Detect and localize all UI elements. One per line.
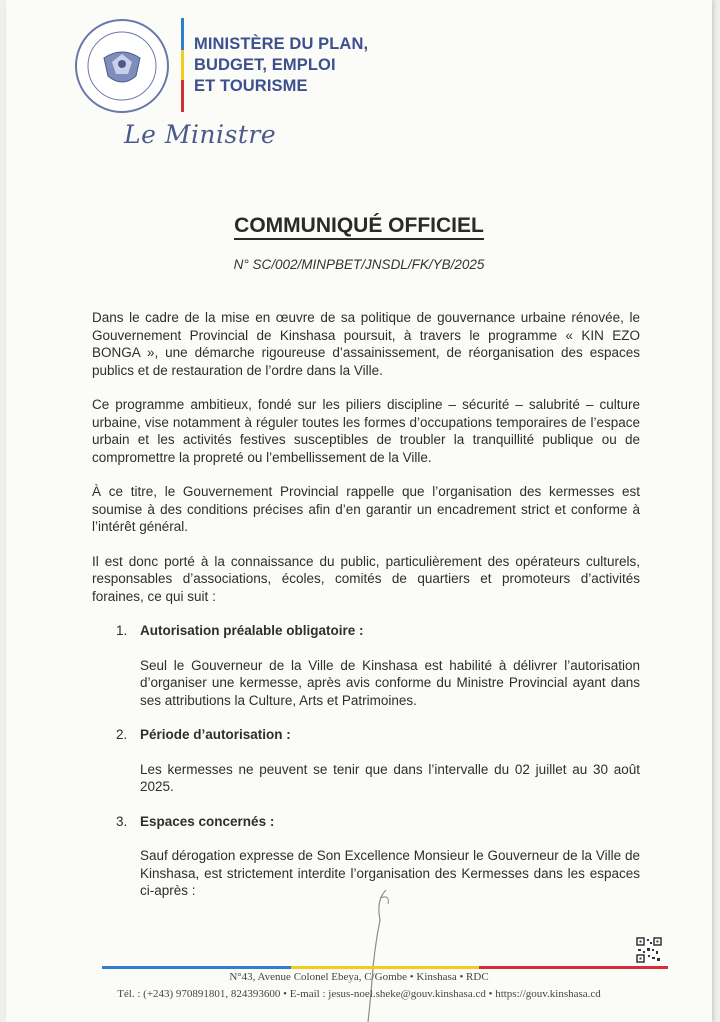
list-item: [92, 622, 640, 709]
ministry-line-2: BUDGET, EMPLOI: [194, 56, 336, 74]
paragraph: Il est donc porté à la connaissance du public, particulièrement des opérateurs culturels, responsables d’associations, écoles, comités de quartiers et promoteurs d’activités foraines, ce qui suit :: [92, 553, 640, 604]
paragraph: Dans le cadre de la mise en œuvre de sa politique de gouvernance urbaine rénovée, le Gouvernement Provincial de Kinshasa poursuit, à travers le programme « KIN EZO BONGA », une démarche rigoureuse d’assainissement, de réorganisation des espaces publics et de restauration de l’ordre dans la Ville.: [92, 310, 640, 378]
item-heading: [92, 622, 640, 640]
list-item: [92, 726, 640, 796]
item-label: Espaces concernés :: [140, 813, 275, 829]
qr-code-icon: [636, 937, 662, 963]
item-label: Autorisation préalable obligatoire :: [140, 623, 364, 638]
ministry-name: [194, 34, 368, 97]
minister-signature: Le Ministre: [124, 120, 277, 149]
title-text: COMMUNIQUÉ OFFICIEL: [234, 214, 484, 240]
item-label: Période d’autorisation :: [140, 727, 291, 742]
item-text: Seul le Gouverneur de la Ville de Kinshasa est habilité à délivrer l’autorisation d’organiser une kermesse, après avis conforme du Ministre Provincial ayant dans ses attributions la Culture, Arts et Patrimoines.: [140, 657, 640, 708]
ministry-line-1: MINISTÈRE DU PLAN,: [194, 35, 369, 53]
paragraph: Ce programme ambitieux, fondé sur les piliers discipline – sécurité – salubrité – culture urbaine, vise notamment à réguler toutes les formes d’occupations temporaires de l’espace urbain et les activités festives susceptibles de troubler la tranquillité publique ou de compromettre la propreté ou l’embellissement de la Ville.: [92, 397, 640, 465]
footer-address: N°43, Avenue Colonel Ebeya, C/Gombe • Kinshasa • RDC: [229, 971, 489, 983]
document-body: [92, 309, 640, 917]
tricolor-vertical-bar: [181, 18, 184, 112]
item-number: 3.: [116, 813, 128, 829]
footer-tricolor-bar: [102, 966, 668, 969]
item-heading: [92, 813, 640, 831]
item-number: 2.: [116, 727, 128, 742]
footer-contact: Tél. : (+243) 970891801, 824393600 • E-mail : jesus-noel.sheke@gouv.kinshasa.cd • https://gouv.kinshasa.cd: [117, 988, 601, 1000]
coat-of-arms-seal: [74, 18, 170, 114]
reference-number: N° SC/002/MINPBET/JNSDL/FK/YB/2025: [233, 257, 485, 272]
item-text: Les kermesses ne peuvent se tenir que dans l’intervalle du 02 juillet au 30 août 2025.: [140, 761, 640, 794]
item-heading: [92, 726, 640, 744]
paragraph: À ce titre, le Gouvernement Provincial rappelle que l’organisation des kermesses est soumise à des conditions précises afin d’en garantir un encadrement strict et conforme à l’intérêt général.: [92, 484, 640, 534]
item-text: Sauf dérogation expresse de Son Excellence Monsieur le Gouverneur de la Ville de Kinshasa, est strictement interdite l’organisation des Kermesses dans les espaces ci-après :: [140, 848, 640, 898]
ministry-line-3: ET TOURISME: [194, 77, 308, 95]
document-page: [6, 0, 712, 1022]
pen-stroke-mark: [346, 880, 406, 1022]
page-title: [6, 214, 712, 238]
item-number: 1.: [116, 623, 128, 638]
